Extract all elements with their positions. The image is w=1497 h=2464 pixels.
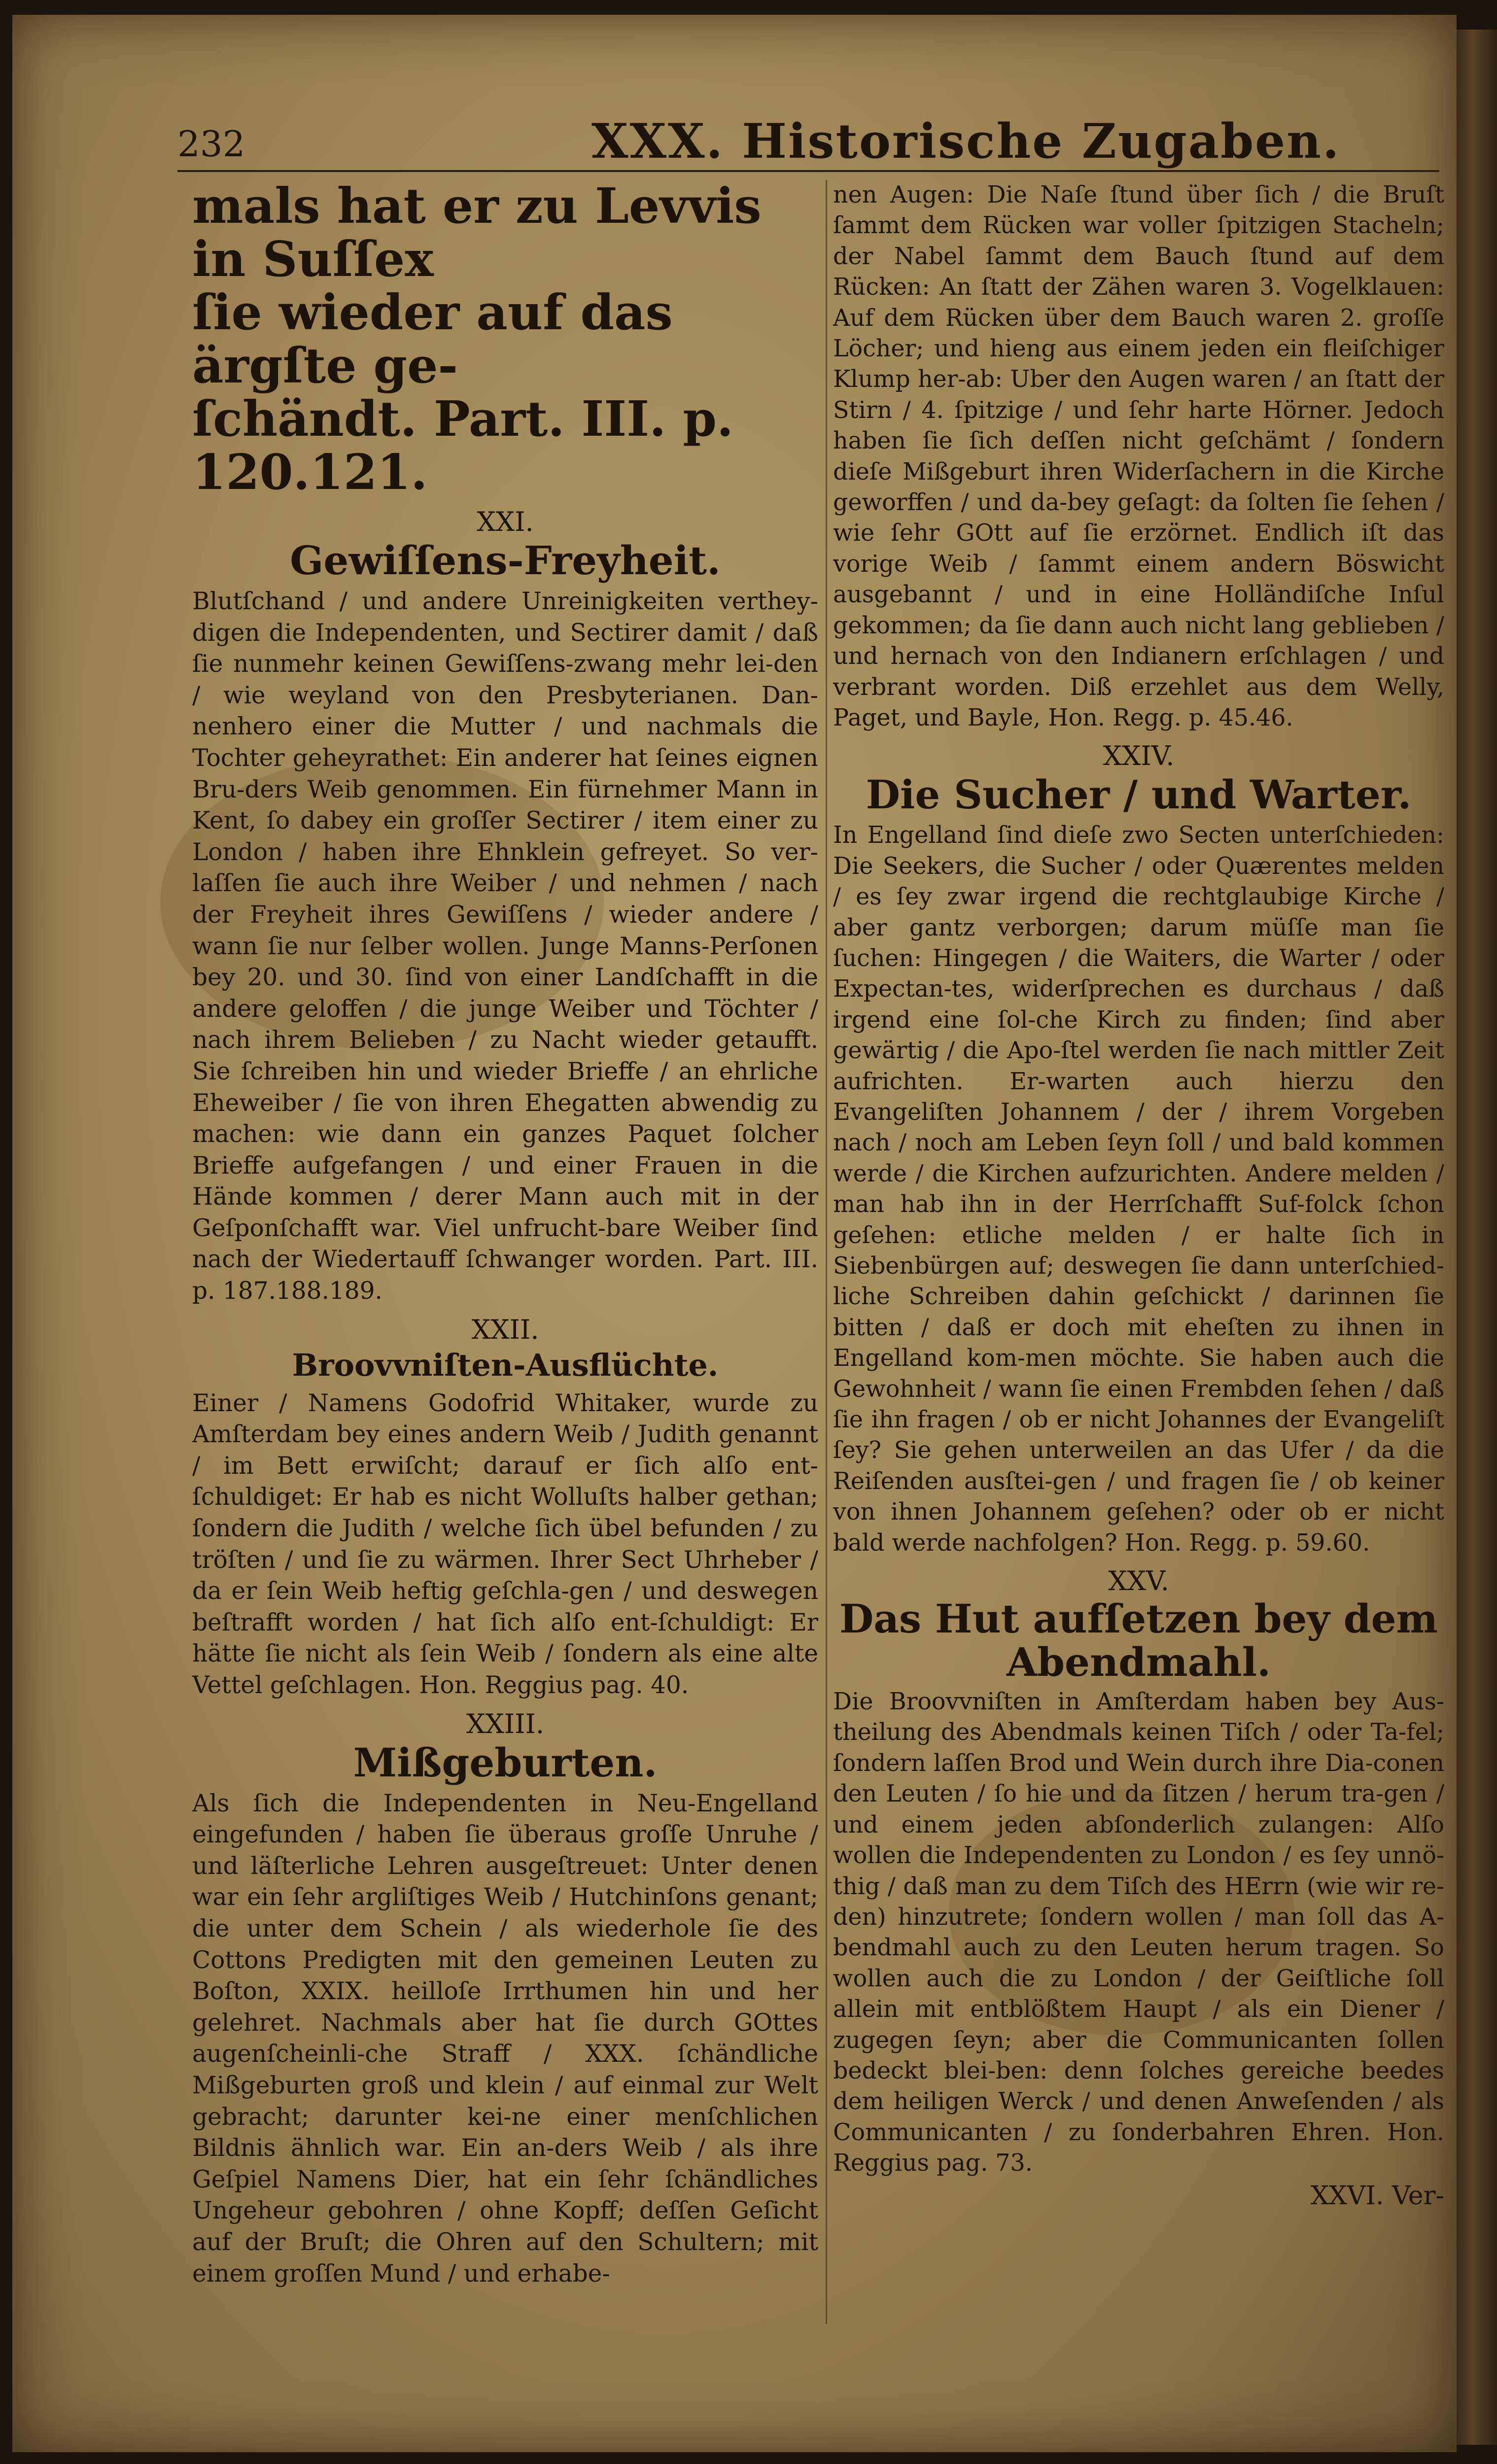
section-xxiii xyxy=(192,1708,818,2290)
continued-title-line: ſie wieder auf das ärgſte ge- xyxy=(192,284,673,394)
section-number: XXV. xyxy=(1108,1565,1169,1597)
section-title: Mißgeburten. xyxy=(353,1739,658,1786)
page-header xyxy=(177,113,1439,182)
header-rule xyxy=(177,170,1439,172)
section-number: XXII. xyxy=(471,1314,539,1345)
right-column xyxy=(833,180,1444,2211)
section-body: Einer / Namens Godofrid Whitaker, wurde zu Amſterdam bey eines andern Weib / Judith genannt / im Bett erwiſcht; darauf er ſich alſo ent-ſchuldiget: Er hab es nicht Wolluſts halber gethan; ſondern die Judith / welche ſich übel befunden / zu tröſten / und ſie zu wärmen. Ihrer Sect Uhrheber / da er ſein Weib heftig geſchla-gen / und deswegen beſtrafft worden / hat ſich alſo ent-ſchuldigt: Er hätte ſie nicht als ſein Weib / ſondern als eine alte Vettel geſchlagen. Hon. Reggius pag. 40. xyxy=(192,1389,818,1699)
section-number: XXIII. xyxy=(466,1708,545,1739)
column-divider xyxy=(826,180,827,2324)
section-number: XXIV. xyxy=(1103,740,1175,772)
section-body: In Engelland ſind dieſe zwo Secten unterſchieden: Die Seekers, die Sucher / oder Quærentes melden / es ſey zwar irgend die rechtglaubige Kirche / aber gantz verborgen; darum müſſe man ſie ſuchen: Hingegen / die Waiters, die Warter / oder Expectan-tes, widerſprechen es durchaus / daß irgend eine ſol-che Kirch zu finden; ſind aber gewärtig / die Apo-ſtel werden ſie nach mittler Zeit aufrichten. Er-warten auch hierzu den Evangeliſten Johannem / der / ihrem Vorgeben nach / noch am Leben ſeyn ſoll / und bald kommen werde / die Kirchen aufzurichten. Andere melden / man hab ihn in der Herrſchafft Suf-folck ſchon geſehen: etliche melden / er halte ſich in Siebenbürgen auf; deswegen ſie dann unterſchied-liche Schreiben dahin geſchickt / darinnen ſie bitten / daß er doch mit eheſten zu ihnen in Engelland kom-men möchte. Sie haben auch die Gewohnheit / wann ſie einen Frembden ſehen / daß ſie ihn fragen / ob er nicht Johannes der Evangeliſt ſey? Sie gehen unterweilen an das Ufer / da die Reiſenden ausſtei-gen / und fragen ſie / ob keiner von ihnen Johannem geſehen? oder ob er nicht bald werde nachfolgen? Hon. Regg. p. 59.60. xyxy=(833,822,1444,1557)
section-xxi xyxy=(192,506,818,1307)
section-body: Blutſchand / und andere Unreinigkeiten verthey-digen die Independenten, und Sectirer damit / daß ſie nunmehr keinen Gewiſſens-zwang mehr lei-den / wie weyland von den Presbyterianen. Dan-nenhero einer die Mutter / und nachmals die Tochter geheyrathet: Ein anderer hat ſeines eignen Bru-ders Weib genommen. Ein fürnehmer Mann in Kent, ſo dabey ein groſſer Sectirer / item einer zu London / haben ihre Ehnklein gefreyet. So ver-laſſen ſie auch ihre Weiber / und nehmen / nach der Freyheit ihres Gewiſſens / wieder andere / wann ſie nur ſelber wollen. Junge Manns-Perſonen bey 20. und 30. ſind von einer Landſchafft in die andere geloffen / die junge Weiber und Töchter / nach ihrem Belieben / zu Nacht wieder getaufft. Sie ſchreiben hin und wieder Brieffe / an ehrliche Eheweiber / ſie von ihren Ehegatten abwendig zu machen: wie dann ein ganzes Paquet ſolcher Brieffe aufgefangen / und einer Frauen in die Hände kommen / derer Mann auch mit in der Geſponſchafft war. Viel unfrucht-bare Weiber ſind nach der Wiedertauff ſchwanger worden. Part. III. p. 187.188.189. xyxy=(192,588,818,1305)
running-head: XXX. Historische Zugaben. xyxy=(592,113,1341,169)
section-body: Die Broovvniſten in Amſterdam haben bey Aus-theilung des Abendmals keinen Tiſch / oder Ta-fel; ſondern laſſen Brod und Wein durch ihre Dia-conen den Leuten / ſo hie und da ſitzen / herum tra-gen / und einem jeden abſonderlich zulangen: Alſo wollen die Independenten zu London / es ſey unnö-thig / daß man zu dem Tiſch des HErrn (wie wir re-den) hinzutrete; ſondern wollen / man ſoll das A-bendmahl auch zu den Leuten herum tragen. So wollen auch die zu London / der Geiſtliche ſoll allein mit entblößtem Haupt / als ein Diener / zugegen ſeyn; aber die Communicanten ſollen bedeckt blei-ben: denn ſolches gereiche beedes dem heiligen Werck / und denen Anweſenden / als Communicanten / zu ſonderbahren Ehren. Hon. Reggius pag. 73. xyxy=(833,1688,1444,2177)
continued-title-line: ſchändt. Part. III. p. 120.121. xyxy=(192,391,733,501)
left-column xyxy=(192,180,818,2290)
section-body: Als ſich die Independenten in Neu-Engelland eingefunden / haben ſie überaus groſſe Unruhe / und läſterliche Lehren ausgeſtreuet: Unter denen war ein ſehr argliſtiges Weib / Hutchinſons genant; die unter dem Schein / als wiederhole ſie des Cottons Predigten mit den gemeinen Leuten zu Boſton, XXIX. heilloſe Irrthumen hin und her gelehret. Nachmals aber hat ſie durch GOttes augenſcheinli-che Straff / XXX. ſchändliche Mißgeburten groß und klein / auf einmal zur Welt gebracht; darunter kei-ne einer menſchlichen Bildnis ähnlich war. Ein an-ders Weib / als ihre Geſpiel Namens Dier, hat ein ſehr ſchändliches Ungeheur gebohren / ohne Kopff; deſſen Geſicht auf der Bruſt; die Ohren auf den Schultern; mit einem groſſen Mund / und erhabe- xyxy=(192,1789,818,2288)
section-title: Broovvniſten-Ausflüchte. xyxy=(292,1347,719,1383)
catchword: XXVI. Ver- xyxy=(1310,2181,1444,2211)
continued-title-line: mals hat er zu Levvis in Suſſex xyxy=(192,178,762,288)
section-number: XXI. xyxy=(477,506,534,537)
continuation-text: nen Augen: Die Naſe ſtund über ſich / die Bruſt ſammt dem Rücken war voller ſpitzigen Stacheln; der Nabel ſammt dem Bauch ſtund auf dem Rücken: An ſtatt der Zähen waren 3. Vogelklauen: Auf dem Rücken über dem Bauch waren 2. groſſe Löcher; und hieng aus einem jeden ein fleiſchiger Klump her-ab: Uber den Augen waren / an ſtatt der Stirn / 4. ſpitzige / und ſehr harte Hörner. Jedoch haben ſie ſich deſſen nicht geſchämt / ſondern dieſe Mißgeburt ihren Widerſachern in die Kirche geworffen / und da-bey geſagt: da ſolten ſie ſehen / wie ſehr GOtt auf ſie erzörnet. Endlich iſt das vorige Weib / ſammt einem andern Böswicht ausgebannt / und in eine Holländiſche Inſul gekommen; da ſie dann auch nicht lang geblieben / und hernach von den Indianern erſchlagen / und verbrant worden. Diß erzehlet aus dem Welly, Paget, und Bayle, Hon. Regg. p. 45.46. xyxy=(833,181,1444,731)
adjacent-page-edge xyxy=(1457,30,1497,2445)
continued-title xyxy=(192,180,818,499)
section-title: Gewiſſens-Freyheit. xyxy=(290,537,721,584)
section-title: Das Hut aufſetzen bey dem Abendmahl. xyxy=(839,1596,1438,1686)
page-number: 232 xyxy=(177,123,245,165)
section-xxii xyxy=(192,1314,818,1701)
section-xxv xyxy=(833,1565,1444,2179)
section-title: Die Sucher / und Warter. xyxy=(866,771,1412,818)
section-xxiv xyxy=(833,740,1444,1559)
